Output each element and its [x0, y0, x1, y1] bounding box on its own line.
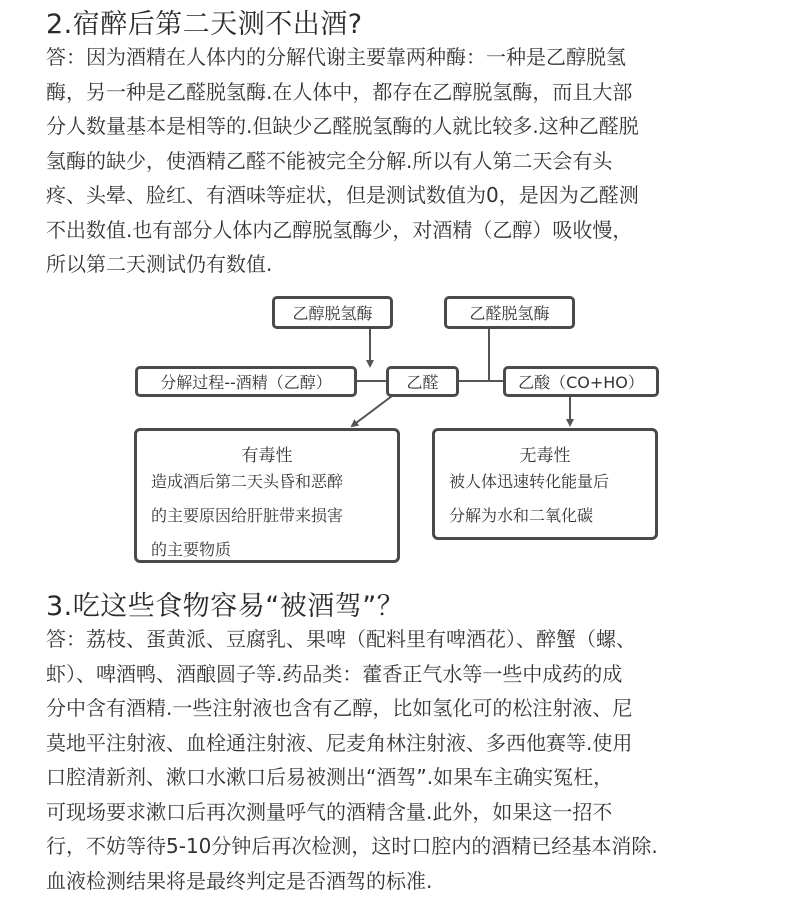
process-box: 分解过程--酒精（乙醇） [135, 366, 357, 397]
aldh-box: 乙醛脱氢酶 [444, 296, 575, 329]
answer-line: 分人数量基本是相等的.但缺少乙醛脱氢酶的人就比较多.这种乙醛脱 [46, 114, 639, 138]
answer-line: 不出数值.也有部分人体内乙醇脱氢酶少，对酒精（乙醇）吸收慢， [46, 217, 633, 242]
answer-line: 可现场要求漱口后再次测量呼气的酒精含量.此外，如果这一招不 [46, 799, 613, 824]
nontoxic-line: 被人体迅速转化能量后 [449, 472, 610, 491]
toxic-box [134, 428, 400, 563]
toxic-line: 造成酒后第二天头昏和恶醉 [151, 472, 344, 491]
toxic-line: 的主要原因给肝脏带来损害 [151, 506, 344, 525]
section-3-title: 3.吃这些食物容易“被酒驾”？ [46, 591, 405, 622]
nontoxic-box [432, 428, 658, 540]
nontoxic-description [449, 465, 609, 533]
answer-line: 分中含有酒精.一些注射液也含有乙醇，比如氢化可的松注射液、尼 [46, 696, 633, 720]
nontoxic-title: 无毒性 [519, 446, 571, 466]
answer-line: 答：因为酒精在人体内的分解代谢主要靠两种酶：一种是乙醇脱氢 [46, 45, 626, 69]
toxic-line: 的主要物质 [151, 540, 232, 559]
acetaldehyde-box: 乙醛 [386, 366, 459, 397]
answer-line: 莫地平注射液、血栓通注射液、尼麦角林注射液、多西他赛等.使用 [46, 730, 633, 755]
toxic-title: 有毒性 [241, 446, 293, 466]
answer-line: 虾）、啤酒鸭、酒酿圆子等.药品类：藿香正气水等一些中成药的成 [46, 661, 623, 686]
toxic-arrow [352, 393, 396, 426]
toxic-description [151, 465, 343, 567]
answer-line: 所以第二天测试仍有数值. [46, 252, 273, 276]
answer-line: 氢酶的缺少，使酒精乙醛不能被完全分解.所以有人第二天会有头 [46, 148, 613, 173]
answer-line: 疼、头晕、脸红、有酒味等症状，但是测试数值为0，是因为乙醛测 [46, 183, 639, 207]
acetic-acid-box: 乙酸（CO+HO） [503, 366, 659, 397]
nontoxic-line: 分解为水和二氧化碳 [449, 506, 594, 525]
answer-line: 行，不妨等待5-10分钟后再次检测，这时口腔内的酒精已经基本消除. [46, 834, 658, 858]
answer-line: 答：荔枝、蛋黄派、豆腐乳、果啤（配料里有啤酒花）、醉蟹（螺、 [46, 627, 636, 651]
answer-line: 酶，另一种是乙醛脱氢酶.在人体中，都存在乙醇脱氢酶，而且大部 [46, 79, 633, 104]
answer-line: 血液检测结果将是最终判定是否酒驾的标准. [46, 868, 433, 893]
section-2-title: 2.宿醉后第二天测不出酒? [46, 9, 363, 40]
section-3-answer [46, 622, 766, 898]
answer-line: 口腔清新剂、漱口水漱口后易被测出“酒驾”.如果车主确实冤枉， [46, 765, 614, 789]
adh-box: 乙醇脱氢酶 [272, 296, 393, 329]
